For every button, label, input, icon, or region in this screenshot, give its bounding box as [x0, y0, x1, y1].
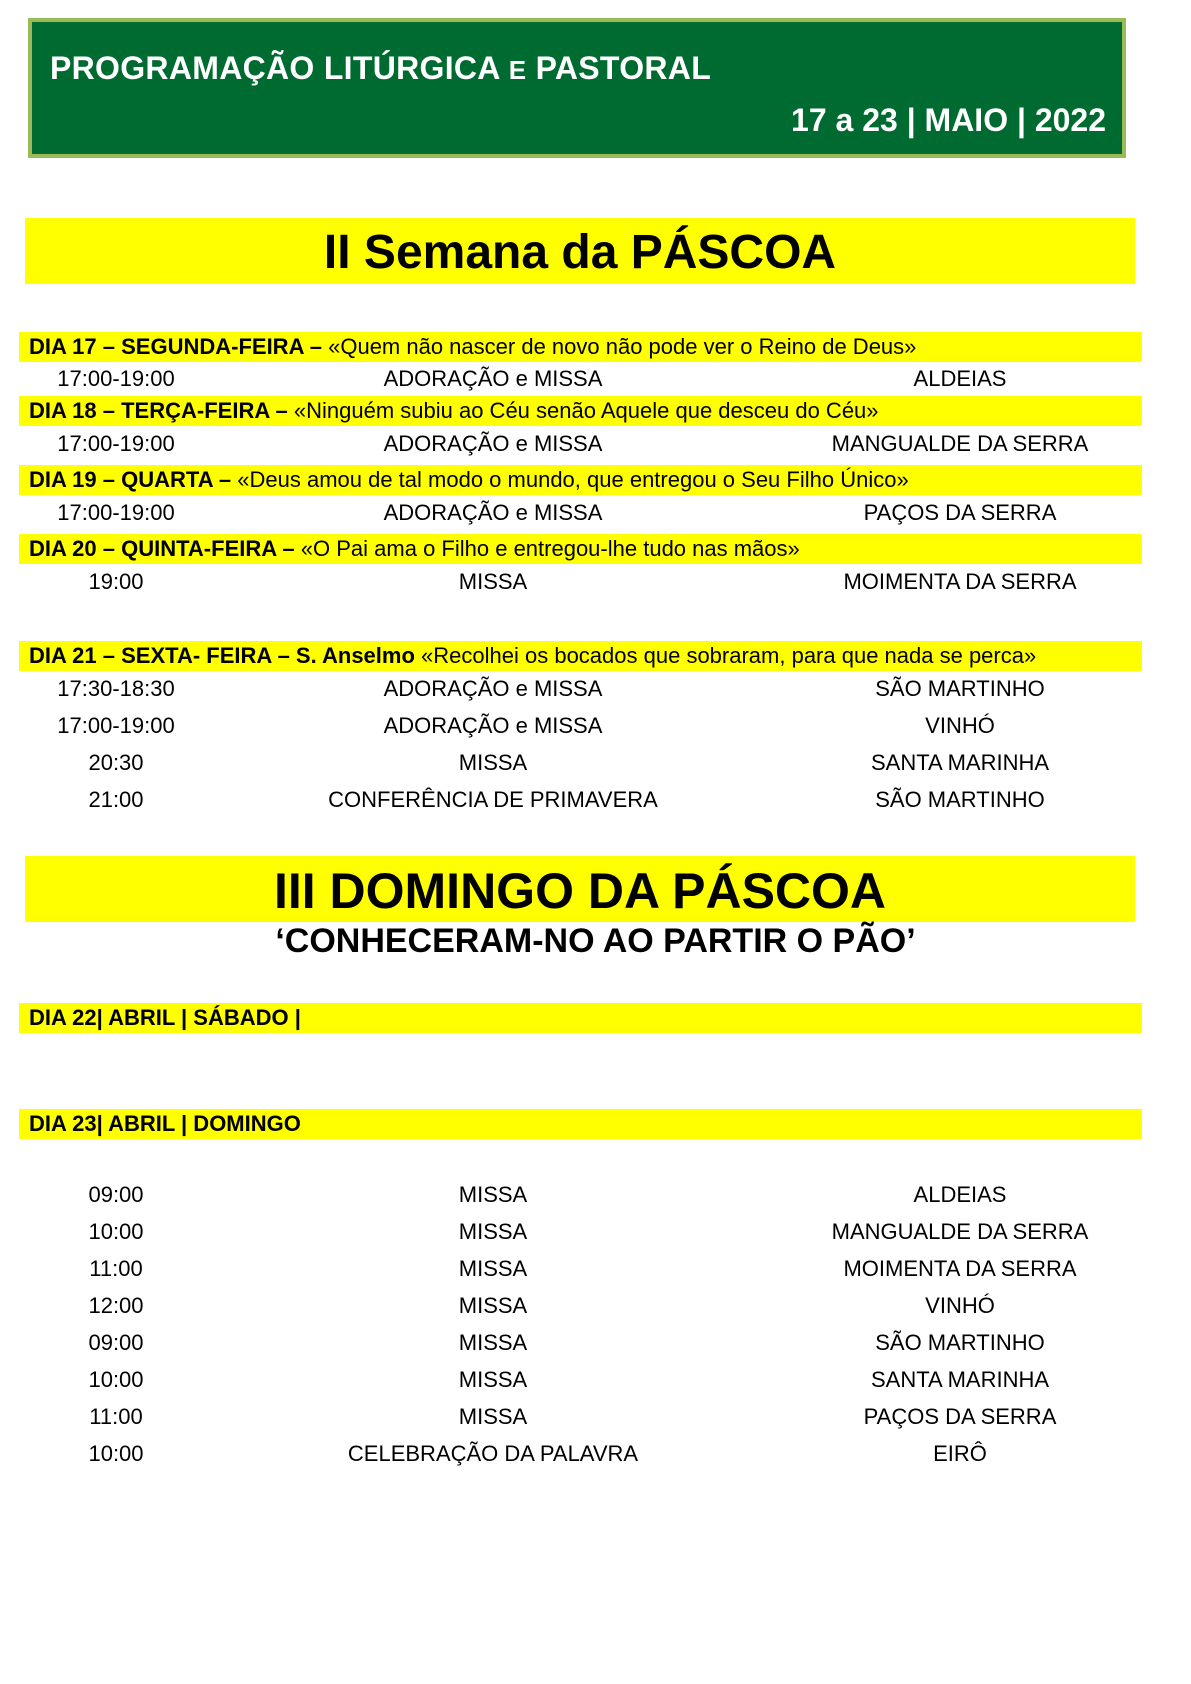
day-label: DIA 21 – SEXTA- FEIRA – S. Anselmo — [29, 643, 415, 668]
schedule-row — [0, 710, 1191, 742]
event-place: ALDEIAS — [913, 366, 1007, 391]
event-time: 11:00 — [89, 1256, 143, 1281]
event-time: 17:30-18:30 — [57, 676, 175, 701]
day-label: DIA 19 – QUARTA – — [29, 467, 232, 492]
event-activity: MISSA — [458, 1404, 528, 1429]
header-title-conjunction: E — [508, 55, 527, 85]
schedule-row — [0, 1401, 1191, 1433]
schedule-row — [0, 1290, 1191, 1322]
event-activity: MISSA — [458, 1182, 528, 1207]
event-time: 17:00-19:00 — [57, 431, 175, 456]
event-time: 11:00 — [89, 1404, 143, 1429]
event-time: 10:00 — [88, 1219, 144, 1244]
event-place: PAÇOS DA SERRA — [863, 500, 1057, 525]
event-time: 17:00-19:00 — [57, 713, 175, 738]
event-activity: MISSA — [458, 1293, 528, 1318]
schedule-row — [0, 363, 1191, 395]
header-title-part1: PROGRAMAÇÃO LITÚRGICA — [50, 50, 500, 86]
day-quote: «O Pai ama o Filho e entregou-lhe tudo nas mãos» — [300, 536, 800, 561]
event-activity: MISSA — [458, 1256, 528, 1281]
day-quote: «Ninguém subiu ao Céu senão Aquele que desceu do Céu» — [293, 398, 879, 423]
event-time: 09:00 — [88, 1330, 144, 1355]
event-time: 17:00-19:00 — [57, 500, 175, 525]
event-place: ALDEIAS — [913, 1182, 1007, 1207]
sunday-banner: III DOMINGO DA PÁSCOA — [25, 856, 1135, 922]
event-activity: CONFERÊNCIA DE PRIMAVERA — [328, 787, 658, 812]
day-quote: «Deus amou de tal modo o mundo, que entregou o Seu Filho Único» — [237, 467, 909, 492]
event-time: 19:00 — [88, 569, 144, 594]
event-activity: CELEBRAÇÃO DA PALAVRA — [347, 1441, 639, 1466]
event-activity: MISSA — [458, 750, 528, 775]
schedule-row — [0, 1364, 1191, 1396]
day-bar — [19, 332, 1142, 362]
schedule-row — [0, 673, 1191, 705]
event-time: 20:30 — [88, 750, 144, 775]
event-place: SANTA MARINHA — [870, 750, 1050, 775]
event-activity: ADORAÇÃO e MISSA — [383, 366, 603, 391]
day-quote: «Recolhei os bocados que sobraram, para que nada se perca» — [421, 643, 1037, 668]
schedule-row — [0, 1179, 1191, 1211]
schedule-row — [0, 1216, 1191, 1248]
event-time: 10:00 — [88, 1367, 144, 1392]
event-place: MANGUALDE DA SERRA — [831, 1219, 1089, 1244]
event-activity: MISSA — [458, 1219, 528, 1244]
day-label: DIA 20 – QUINTA-FEIRA – — [29, 536, 295, 561]
event-place: SÃO MARTINHO — [875, 1330, 1045, 1355]
event-time: 10:00 — [88, 1441, 144, 1466]
day-label: DIA 17 – SEGUNDA-FEIRA – — [29, 334, 322, 359]
day-bar — [19, 641, 1142, 671]
event-time: 17:00-19:00 — [57, 366, 175, 391]
schedule-row — [0, 566, 1191, 598]
schedule-row — [0, 747, 1191, 779]
schedule-row — [0, 497, 1191, 529]
schedule-row — [0, 1438, 1191, 1470]
event-place: VINHÓ — [925, 713, 995, 738]
event-place: MOIMENTA DA SERRA — [843, 1256, 1077, 1281]
event-activity: MISSA — [458, 1367, 528, 1392]
event-activity: MISSA — [458, 569, 528, 594]
event-activity: ADORAÇÃO e MISSA — [383, 676, 603, 701]
event-place: VINHÓ — [925, 1293, 995, 1318]
day-bar — [19, 396, 1142, 426]
day-label: DIA 22| ABRIL | SÁBADO | — [29, 1005, 301, 1030]
event-place: SÃO MARTINHO — [875, 787, 1045, 812]
day-bar — [19, 1003, 1142, 1033]
schedule-row — [0, 428, 1191, 460]
header-title — [50, 50, 711, 87]
day-bar — [19, 1109, 1142, 1139]
schedule-row — [0, 1327, 1191, 1359]
day-label: DIA 18 – TERÇA-FEIRA – — [29, 398, 288, 423]
event-activity: MISSA — [458, 1330, 528, 1355]
event-time: 12:00 — [88, 1293, 144, 1318]
schedule-row — [0, 784, 1191, 816]
event-place: SANTA MARINHA — [870, 1367, 1050, 1392]
event-place: SÃO MARTINHO — [875, 676, 1045, 701]
event-time: 09:00 — [88, 1182, 144, 1207]
week-banner: II Semana da PÁSCOA — [25, 218, 1135, 284]
event-time: 21:00 — [88, 787, 144, 812]
event-activity: ADORAÇÃO e MISSA — [383, 500, 603, 525]
day-bar — [19, 465, 1142, 495]
day-bar — [19, 534, 1142, 564]
header-date: 17 a 23 | MAIO | 2022 — [791, 102, 1106, 138]
header-title-part2: PASTORAL — [535, 50, 712, 86]
schedule-row — [0, 1253, 1191, 1285]
event-activity: ADORAÇÃO e MISSA — [383, 713, 603, 738]
sunday-subtitle: ‘CONHECERAM-NO AO PARTIR O PÃO’ — [275, 922, 916, 960]
event-place: MOIMENTA DA SERRA — [843, 569, 1077, 594]
event-place: MANGUALDE DA SERRA — [831, 431, 1089, 456]
day-quote: «Quem não nascer de novo não pode ver o Reino de Deus» — [328, 334, 917, 359]
header-banner — [28, 18, 1126, 158]
event-place: PAÇOS DA SERRA — [863, 1404, 1057, 1429]
event-activity: ADORAÇÃO e MISSA — [383, 431, 603, 456]
event-place: EIRÔ — [933, 1441, 987, 1466]
day-label: DIA 23| ABRIL | DOMINGO — [29, 1111, 301, 1136]
